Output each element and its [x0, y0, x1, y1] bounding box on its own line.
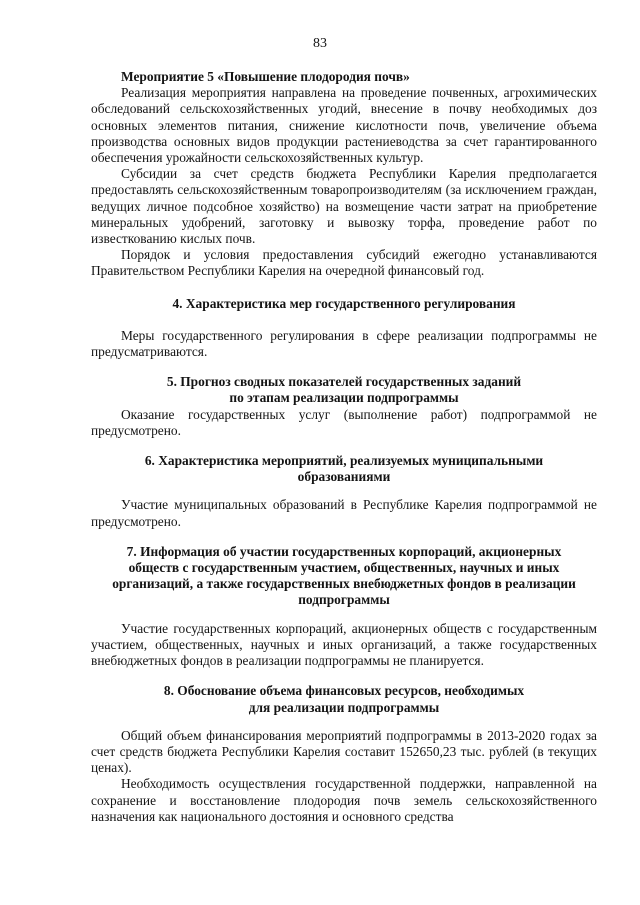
section-8-paragraph: Общий объем финансирования мероприятий подпрограммы в 2013-2020 годах за счет средств бюджета Республики Карелия составит 152650,23 тыс. рублей (в текущих ценах). — [91, 727, 597, 776]
heading-line: по этапам реализации подпрограммы — [229, 390, 459, 406]
section-7-paragraph: Участие государственных корпораций, акционерных обществ с государственным участием, общественных, научных и иных организаций, а также государственных внебюджетных фондов в реализации подпрограммы не планируется. — [91, 620, 597, 669]
page-content — [91, 69, 597, 825]
heading-line: 8. Обоснование объема финансовых ресурсов, необходимых — [163, 683, 525, 699]
heading-line: 6. Характеристика мероприятий, реализуемых муниципальными — [144, 453, 544, 469]
heading-line: организаций, а также государственных внебюджетных фондов в реализации — [112, 576, 576, 592]
heading-line: 4. Характеристика мер государственного регулирования — [172, 295, 516, 311]
section-4-paragraph: Меры государственного регулирования в сфере реализации подпрограммы не предусматриваются. — [91, 327, 597, 360]
section-5-heading — [91, 374, 597, 406]
heading-line: 5. Прогноз сводных показателей государственных заданий — [166, 374, 522, 390]
heading-line: 7. Информация об участии государственных корпораций, акционерных — [126, 543, 562, 559]
section-5-paragraph: Оказание государственных услуг (выполнение работ) подпрограммой не предусмотрено. — [91, 406, 597, 438]
measure-5-heading: Мероприятие 5 «Повышение плодородия почв» — [121, 69, 410, 84]
measure-5-paragraph: Субсидии за счет средств бюджета Республики Карелия предполагается предоставлять сельскохозяйственным товаропроизводителям (за исключением граждан, ведущих личное подсобное хозяйство) на возмещение части затрат на приобретение минеральных удобрений, заготовку и вывозку торфа, проведение работ по известкованию кислых почв. — [91, 166, 597, 247]
heading-line: подпрограммы — [298, 592, 390, 608]
section-6-paragraph: Участие муниципальных образований в Республике Карелия подпрограммой не предусмотрено. — [91, 497, 597, 529]
heading-line: обществ с государственным участием, общественных, научных и иных — [128, 560, 560, 576]
section-8-heading — [91, 683, 597, 715]
section-6-heading — [91, 453, 597, 485]
page-number: 83 — [313, 36, 327, 51]
measure-5-paragraph: Реализация мероприятия направлена на проведение почвенных, агрохимических обследований сельскохозяйственных угодий, внесение в почву необходимых доз основных элементов питания, снижение кислотности почв, увеличение объема производства основных видов продукции растениеводства за счет гарантированного обеспечения урожайности сельскохозяйственных культур. — [91, 85, 597, 166]
measure-5-paragraph: Порядок и условия предоставления субсидий ежегодно устанавливаются Правительством Республики Карелия на очередной финансовый год. — [91, 247, 597, 279]
section-4-heading — [91, 296, 597, 312]
heading-line: образованиями — [297, 469, 391, 485]
section-7-heading — [91, 544, 597, 609]
heading-line: для реализации подпрограммы — [248, 699, 440, 715]
section-8-paragraph: Необходимость осуществления государственной поддержки, направленной на сохранение и восстановление плодородия почв земель сельскохозяйственного назначения как национального достояния и основного средства — [91, 776, 597, 824]
